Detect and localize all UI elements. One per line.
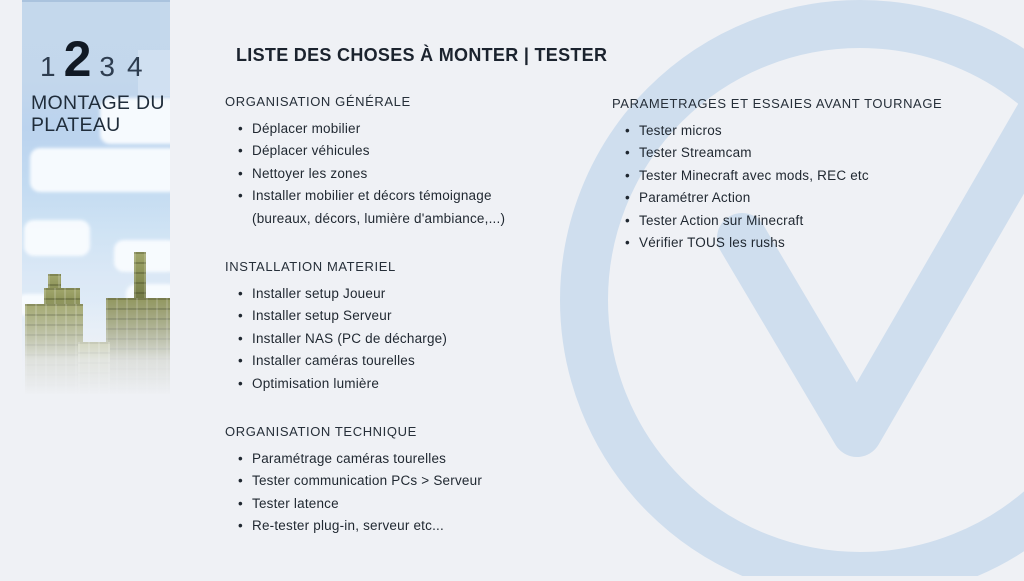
checklist-item — [612, 210, 1002, 232]
section-heading: ORGANISATION TECHNIQUE — [225, 424, 417, 440]
checklist-item — [612, 187, 1002, 209]
step-indicator — [40, 31, 143, 87]
bullet-icon: • — [238, 308, 243, 324]
tree-blocks — [134, 252, 146, 304]
bullet-icon: • — [625, 123, 630, 138]
checklist-item-label: Vérifier TOUS les rushs — [639, 235, 785, 251]
bullet-icon: • — [238, 353, 243, 369]
step-4[interactable]: 4 — [126, 51, 143, 82]
bullet-icon: • — [238, 286, 243, 302]
checklist-column-right — [612, 96, 1002, 283]
section-heading: INSTALLATION MATERIEL — [225, 259, 396, 275]
bullet-icon: • — [238, 451, 243, 467]
checklist-item — [225, 328, 555, 350]
checklist-item — [225, 185, 555, 230]
checklist-item — [225, 448, 555, 470]
checklist-item — [225, 493, 555, 515]
checklist-item-label: Tester communication PCs > Serveur — [252, 473, 483, 489]
bullet-icon: • — [625, 145, 630, 161]
checklist-item — [612, 120, 1002, 142]
checklist-items — [225, 448, 555, 538]
checklist-item-label: Tester Minecraft avec mods, REC etc — [639, 167, 869, 183]
bullet-icon: • — [238, 188, 243, 204]
bullet-icon: • — [238, 165, 243, 181]
bullet-icon: • — [238, 473, 243, 489]
checklist-item-label: Optimisation lumière — [252, 375, 380, 391]
checklist-column-left — [225, 94, 555, 567]
section-heading: PARAMETRAGES ET ESSAIES AVANT TOURNAGE — [612, 96, 943, 111]
checklist-item — [225, 305, 555, 327]
checklist-item — [225, 283, 555, 305]
section-heading: ORGANISATION GÉNÉRALE — [225, 94, 411, 109]
checklist-item-label: Tester latence — [252, 495, 339, 511]
checklist-item — [225, 163, 555, 185]
checklist-item — [225, 350, 555, 372]
bullet-icon: • — [238, 495, 243, 511]
bullet-icon: • — [625, 212, 630, 228]
step-2-active[interactable]: 2 — [63, 31, 92, 87]
cloud — [24, 220, 90, 256]
bullet-icon: • — [238, 375, 243, 391]
checklist-item — [612, 165, 1002, 187]
checklist-item — [225, 118, 555, 140]
scene-fade — [22, 300, 170, 396]
checklist-item — [225, 515, 555, 537]
checklist-items — [225, 283, 555, 395]
checklist-item — [225, 470, 555, 492]
bullet-icon: • — [238, 121, 243, 136]
checklist-item-label: Tester Action sur Minecraft — [639, 212, 804, 228]
checklist-item — [225, 373, 555, 395]
checklist-item-label: Nettoyer les zones — [252, 165, 368, 181]
checklist-item-label: Installer setup Joueur — [252, 286, 386, 302]
sky-patch — [138, 50, 170, 96]
checklist-section — [225, 259, 555, 395]
checklist-item-label: Installer mobilier et décors témoignage (bureaux, décors, lumière d'ambiance,...) — [252, 188, 506, 226]
checklist-item-label: Re-tester plug-in, serveur etc... — [252, 518, 444, 534]
checklist-item — [612, 232, 1002, 254]
checklist-item-label: Paramétrer Action — [639, 190, 751, 206]
page-title: LISTE DES CHOSES À MONTER | TESTER — [236, 45, 608, 65]
checklist-item-label: Paramétrage caméras tourelles — [252, 451, 447, 467]
checklist-items — [612, 120, 1002, 254]
checklist-item-label: Déplacer véhicules — [252, 143, 370, 159]
step-1[interactable]: 1 — [40, 51, 56, 82]
checklist-item-label: Déplacer mobilier — [252, 121, 361, 136]
checklist-item-label: Tester micros — [639, 123, 722, 138]
step-3[interactable]: 3 — [99, 51, 115, 82]
checklist-item-label: Tester Streamcam — [639, 145, 752, 161]
checklist-item-label: Installer caméras tourelles — [252, 353, 415, 369]
checklist-items — [225, 118, 555, 230]
bullet-icon: • — [625, 235, 630, 251]
bullet-icon: • — [625, 167, 630, 183]
bullet-icon: • — [238, 143, 243, 159]
cloud — [30, 148, 170, 192]
checklist-item — [225, 140, 555, 162]
bullet-icon: • — [625, 190, 630, 206]
checklist-section — [612, 96, 1002, 254]
sidebar-section-label: MONTAGE DU PLATEAU — [31, 92, 165, 136]
bullet-icon: • — [238, 518, 243, 534]
checklist-item-label: Installer NAS (PC de décharge) — [252, 330, 448, 346]
checklist-section — [225, 424, 555, 538]
checklist-item-label: Installer setup Serveur — [252, 308, 392, 324]
bullet-icon: • — [238, 330, 243, 346]
checklist-section — [225, 94, 555, 230]
checklist-item — [612, 142, 1002, 164]
